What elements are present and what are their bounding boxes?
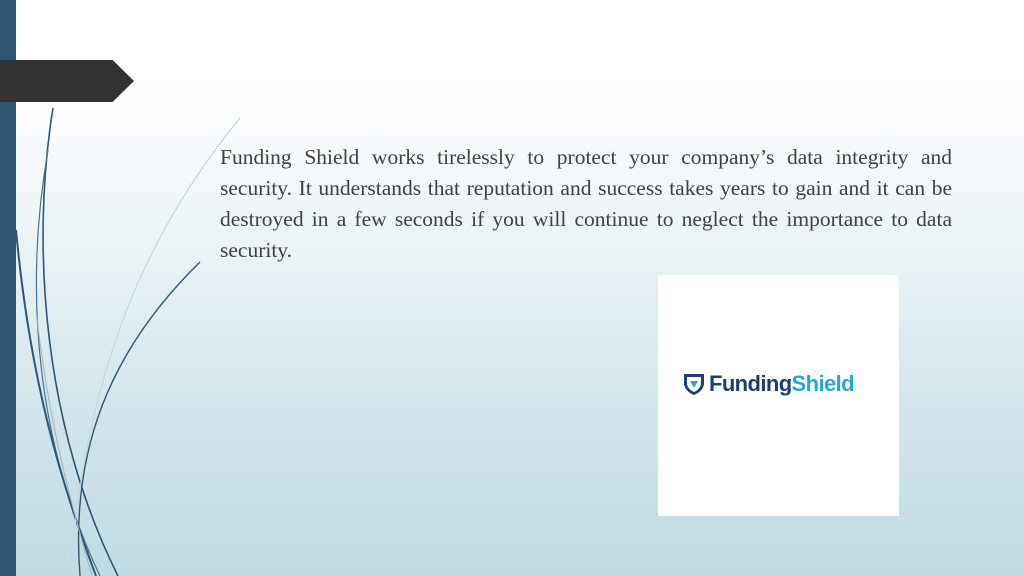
logo-wordmark [709,371,854,397]
arrow-tab-decoration [0,60,134,102]
logo-image [658,275,899,516]
shield-icon [682,372,706,396]
logo-word-shield: Shield [791,371,854,396]
logo-word-funding: Funding [709,371,792,396]
slide-body-text: Funding Shield works tirelessly to protect your company’s data integrity and security. It understands that reputation and success takes years to gain and it can be destroyed in a few seconds if you will continue to neglect the importance to data security. [220,145,952,262]
funding-shield-logo [682,371,854,397]
